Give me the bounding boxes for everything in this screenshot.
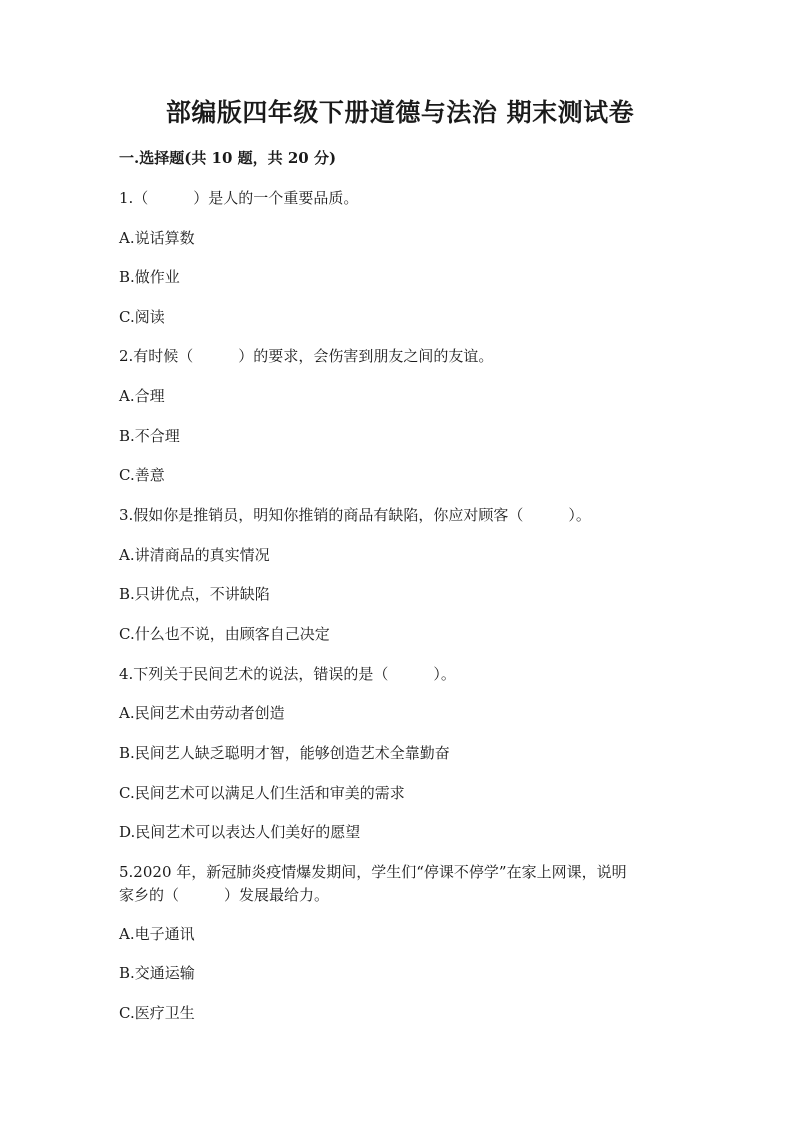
question-stem: 3.假如你是推销员，明知你推销的商品有缺陷，你应对顾客（ ）。 — [119, 506, 591, 524]
answer-option: B.交通运输 — [119, 964, 195, 982]
answer-option: C.阅读 — [119, 308, 165, 326]
answer-option: B.做作业 — [119, 268, 180, 286]
answer-option: A.讲清商品的真实情况 — [119, 546, 270, 564]
answer-option: C.善意 — [119, 466, 165, 484]
answer-option: A.民间艺术由劳动者创造 — [119, 704, 285, 722]
question-stem-line2: 家乡的（ ）发展最给力。 — [119, 886, 330, 904]
question-stem: 4.下列关于民间艺术的说法，错误的是（ ）。 — [119, 665, 456, 683]
answer-option: A.合理 — [119, 387, 165, 405]
answer-option: B.只讲优点，不讲缺陷 — [119, 585, 270, 603]
answer-option: C.医疗卫生 — [119, 1004, 195, 1022]
answer-option: A.电子通讯 — [119, 925, 195, 943]
answer-option: B.不合理 — [119, 427, 180, 445]
answer-option: B.民间艺人缺乏聪明才智，能够创造艺术全靠勤奋 — [119, 744, 450, 762]
question-stem-line1: 5.2020 年，新冠肺炎疫情爆发期间，学生们“停课不停学”在家上网课，说明 — [119, 863, 627, 881]
answer-option: C.什么也不说，由顾客自己决定 — [119, 625, 330, 643]
answer-option: D.民间艺术可以表达人们美好的愿望 — [119, 823, 361, 841]
question-stem: 2.有时候（ ）的要求，会伤害到朋友之间的友谊。 — [119, 347, 494, 365]
page-title: 部编版四年级下册道德与法治 期末测试卷 — [165, 98, 635, 127]
answer-option: A.说话算数 — [119, 229, 195, 247]
question-stem: 1.（ ）是人的一个重要品质。 — [119, 189, 359, 207]
answer-option: C.民间艺术可以满足人们生活和审美的需求 — [119, 784, 405, 802]
section-heading: 一.选择题(共 10 题，共 20 分) — [119, 149, 337, 167]
